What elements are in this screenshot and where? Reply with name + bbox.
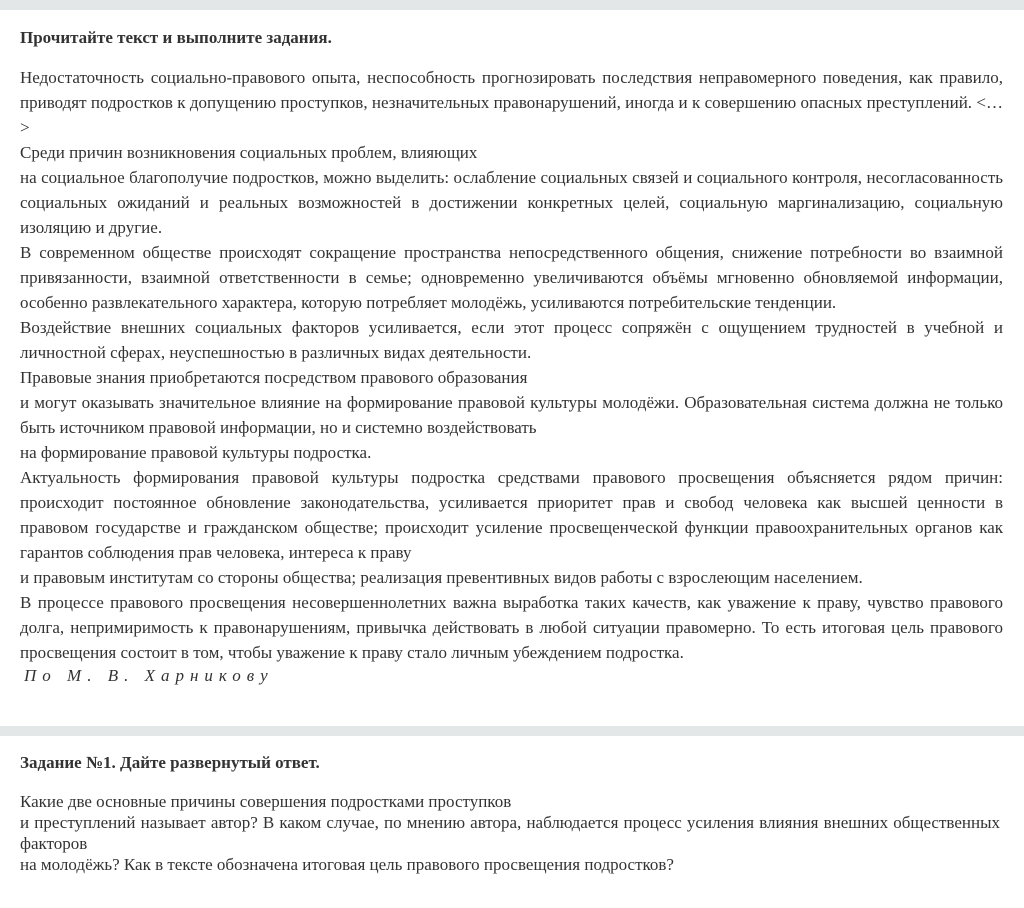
text-paragraph: и правовым институтам со стороны общества; реализация превентивных видов работы с взрослеющим населением. <box>20 568 863 587</box>
text-paragraph: В процессе правового просвещения несовершеннолетних важна выработка таких качеств, как уважение к праву, чувство правового долга, непримиримость к правонарушениям, привычка действовать в любой ситуации правомерно. То есть итоговая цель правового просвещения состоит в том, чтобы уважение к праву стало личным убеждением подростка. <box>20 593 1003 662</box>
top-divider-bar <box>0 0 1024 10</box>
text-author: По М. В. Харникову <box>24 666 274 685</box>
task-question <box>20 791 1000 875</box>
text-paragraph: на формирование правовой культуры подростка. <box>20 443 372 462</box>
text-paragraph: В современном обществе происходят сокращение пространства непосредственного общения, снижение потребности во взаимной привязанности, взаимной ответственности в семье; одновременно увеличиваются объёмы мгновенно обновляемой информации, особенно развлекательного характера, которую потребляет молодёжь, усиливаются потребительские тенденции. <box>20 243 1003 312</box>
section-divider-bar <box>0 726 1024 736</box>
question-line: Какие две основные причины совершения подростками проступков <box>20 792 512 811</box>
text-paragraph: на социальное благополучие подростков, можно выделить: ослабление социальных связей и социального контроля, несогласованность социальных ожиданий и реальных возможностей в достижении конкретных целей, социальную маргинализацию, социальную изоляцию и другие. <box>20 168 1003 237</box>
reading-text <box>20 65 1003 665</box>
instruction-heading: Прочитайте текст и выполните задания. <box>20 28 332 47</box>
text-paragraph: Воздействие внешних социальных факторов усиливается, если этот процесс сопряжён с ощущением трудностей в учебной и личностной сферах, неуспешностью в различных видах деятельности. <box>20 318 1003 362</box>
text-paragraph: и могут оказывать значительное влияние на формирование правовой культуры молодёжи. Образовательная система должна не только быть источником правовой информации, но и системно воздействовать <box>20 393 1003 437</box>
task-title: Задание №1. Дайте развернутый ответ. <box>20 753 320 772</box>
question-line: на молодёжь? Как в тексте обозначена итоговая цель правового просвещения подростков? <box>20 855 674 874</box>
text-paragraph: Правовые знания приобретаются посредством правового образования <box>20 368 528 387</box>
text-paragraph: Среди причин возникновения социальных проблем, влияющих <box>20 143 478 162</box>
text-paragraph: Актуальность формирования правовой культуры подростка средствами правового просвещения объясняется рядом причин: происходит постоянное обновление законодательства, усиливается приоритет прав и свобод человека как высшей ценности в правовом государстве и гражданском обществе; происходит усиление просвещенческой функции правоохранительных органов как гарантов соблюдения прав человека, интереса к праву <box>20 468 1003 562</box>
question-line: и преступлений называет автор? В каком случае, по мнению автора, наблюдается процесс усиления влияния внешних общественных факторов <box>20 813 1000 853</box>
text-paragraph: Недостаточность социально-правового опыта, неспособность прогнозировать последствия неправомерного поведения, как правило, приводят подростков к допущению проступков, незначительных правонарушений, иногда и к совершению опасных преступлений. <…> <box>20 68 1003 137</box>
